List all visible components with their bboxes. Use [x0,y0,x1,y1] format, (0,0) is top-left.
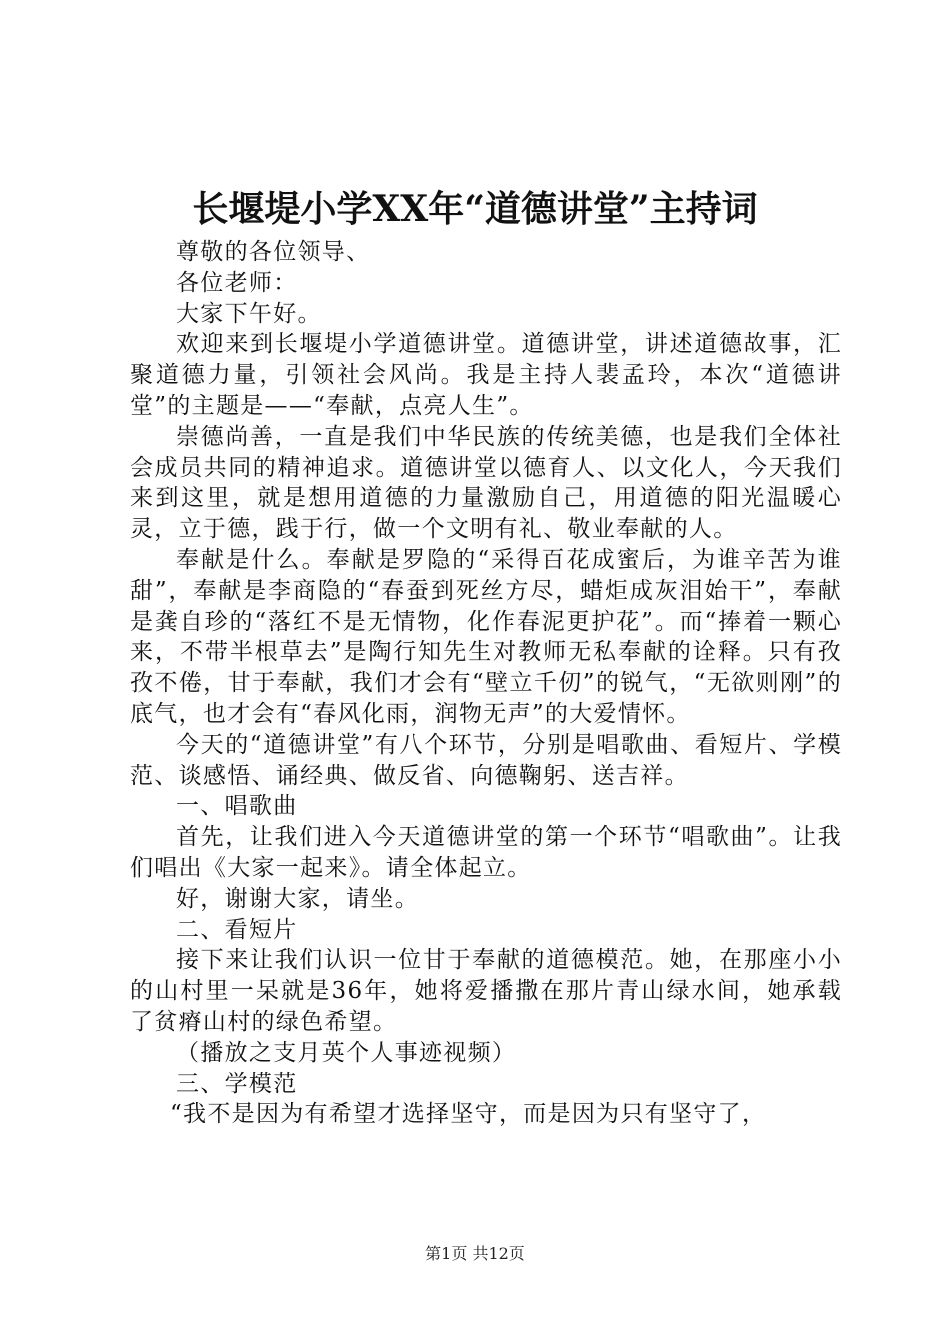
paragraph-greeting-teachers: 各位老师： [176,269,298,296]
section-heading-sing: 一、唱歌曲 [176,793,298,820]
paragraph-agenda: 今天的“道德讲堂”有八个环节，分别是唱歌曲、看短片、学模范、谈感悟、诵经典、做反省、向德鞠躬、送吉祥。 [130,731,842,789]
paragraph-thanks: 好，谢谢大家，请坐。 [176,885,419,912]
section-heading-video: 二、看短片 [176,916,298,943]
paragraph-sing: 首先，让我们进入今天道德讲堂的第一个环节“唱歌曲”。让我们唱出《大家一起来》。请全体起立。 [130,824,842,881]
paragraph-virtue: 崇德尚善，一直是我们中华民族的传统美德，也是我们全体社会成员共同的精神追求。道德讲堂以德育人、以文化人，今天我们来到这里，就是想用道德的力量激励自己，用道德的阳光温暖心灵，立于德，践于行，做一个文明有礼、敬业奉献的人。 [130,423,842,543]
document-body [130,237,842,1130]
paragraph-greeting-leaders: 尊敬的各位领导、 [176,239,371,265]
paragraph-model-intro: 接下来让我们认识一位甘于奉献的道德模范。她，在那座小小的山村里一呆就是36年，她将爱播撒在那片青山绿水间，她承载了贫瘠山村的绿色希望。 [130,947,842,1035]
page-footer: 第1页 共12页 [425,1244,525,1263]
paragraph-welcome: 欢迎来到长堰堤小学道德讲堂。道德讲堂，讲述道德故事，汇聚道德力量，引领社会风尚。我是主持人裴孟玲，本次“道德讲堂”的主题是——“奉献，点亮人生”。 [130,331,842,419]
document-title: 长堰堤小学XX年“道德讲堂”主持词 [192,188,758,230]
paragraph-dedication: 奉献是什么。奉献是罗隐的“采得百花成蜜后，为谁辛苦为谁甜”，奉献是李商隐的“春蚕到死丝方尽，蜡炬成灰泪始干”，奉献是龚自珍的“落红不是无情物，化作春泥更护花”。而“捧着一颗心来，不带半根草去”是陶行知先生对教师无私奉献的诠释。只有孜孜不倦，甘于奉献，我们才会有“壁立千仞”的锐气，“无欲则刚”的底气，也才会有“春风化雨，润物无声”的大爱情怀。 [130,546,842,727]
paragraph-greeting-afternoon: 大家下午好。 [176,300,322,327]
paragraph-play-video: （播放之支月英个人事迹视频） [176,1039,517,1066]
section-heading-learn: 三、学模范 [176,1070,298,1097]
paragraph-quote: “我不是因为有希望才选择坚守，而是因为只有坚守了， [170,1101,767,1128]
